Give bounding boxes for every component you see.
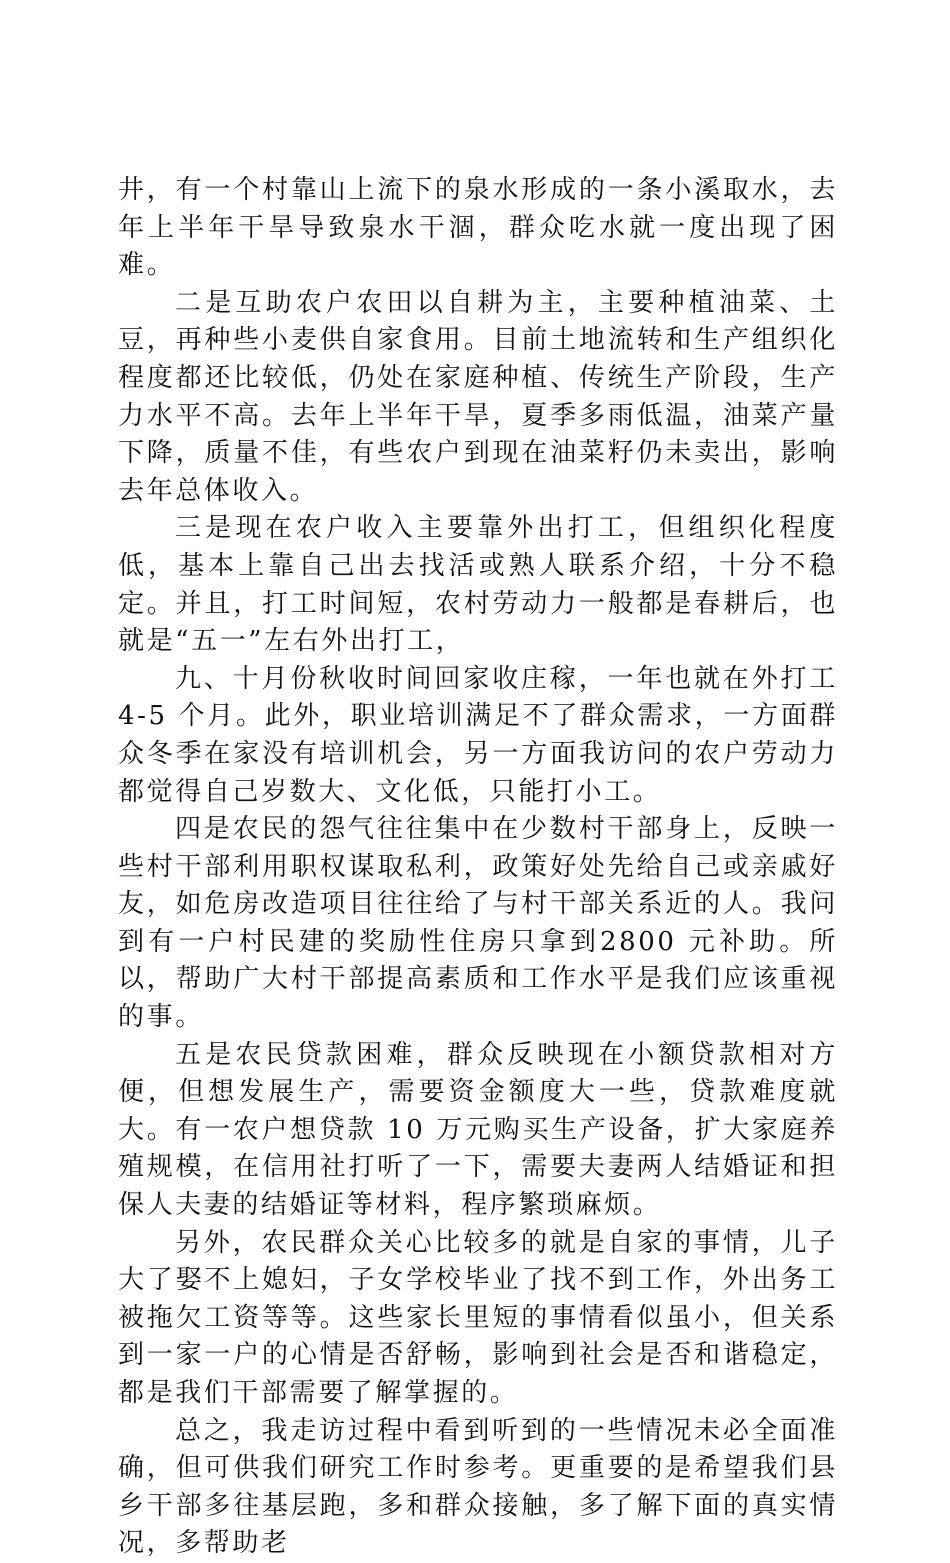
- document-body: [118, 172, 838, 1563]
- paragraph-6: 五是农民贷款困难，群众反映现在小额贷款相对方便，但想发展生产，需要资金额度大一些，贷款难度就大。有一农户想贷款 10 万元购买生产设备，扩大家庭养殖规模，在信用社打听了一下，需要夫妻两人结婚证和担保人夫妻的结婚证等材料，程序繁琐麻烦。: [118, 1039, 838, 1221]
- paragraph-3: 三是现在农户收入主要靠外出打工，但组织化程度低，基本上靠自己出去找活或熟人联系介绍，十分不稳定。并且，打工时间短，农村劳动力一般都是春耕后，也就是“五一”左右外出打工，: [118, 513, 838, 657]
- paragraph-7: 另外，农民群众关心比较多的就是自家的事情，儿子大了娶不上媳妇，子女学校毕业了找不到工作，外出务工被拖欠工资等等。这些家长里短的事情看似虽小，但关系到一家一户的心情是否舒畅，影响到社会是否和谐稳定，都是我们干部需要了解掌握的。: [118, 1227, 838, 1408]
- paragraph-4: 九、十月份秋收时间回家收庄稼，一年也就在外打工 4-5 个月。此外，职业培训满足不了群众需求，一方面群众冬季在家没有培训机会，另一方面我访问的农户劳动力都觉得自己岁数大、文化低，只能打小工。: [118, 663, 838, 807]
- paragraph-1: 井，有一个村靠山上流下的泉水形成的一条小溪取水，去年上半年干旱导致泉水干涸，群众吃水就一度出现了困难。: [118, 175, 838, 281]
- paragraph-2: 二是互助农户农田以自耕为主，主要种植油菜、土豆，再种些小麦供自家食用。目前土地流转和生产组织化程度都还比较低，仍处在家庭种植、传统生产阶段，生产力水平不高。去年上半年干旱，夏季多雨低温，油菜产量下降，质量不佳，有些农户到现在油菜籽仍未卖出，影响去年总体收入。: [118, 287, 838, 506]
- paragraph-8: 总之，我走访过程中看到听到的一些情况未必全面准确，但可供我们研究工作时参考。更重要的是希望我们县乡干部多往基层跑，多和群众接触，多了解下面的真实情况，多帮助老: [118, 1415, 838, 1559]
- paragraph-5: 四是农民的怨气往往集中在少数村干部身上，反映一些村干部利用职权谋取私利，政策好处先给自己或亲戚好友，如危房改造项目往往给了与村干部关系近的人。我问到有一户村民建的奖励性住房只拿到2800 元补助。所以，帮助广大村干部提高素质和工作水平是我们应该重视的事。: [118, 814, 838, 1033]
